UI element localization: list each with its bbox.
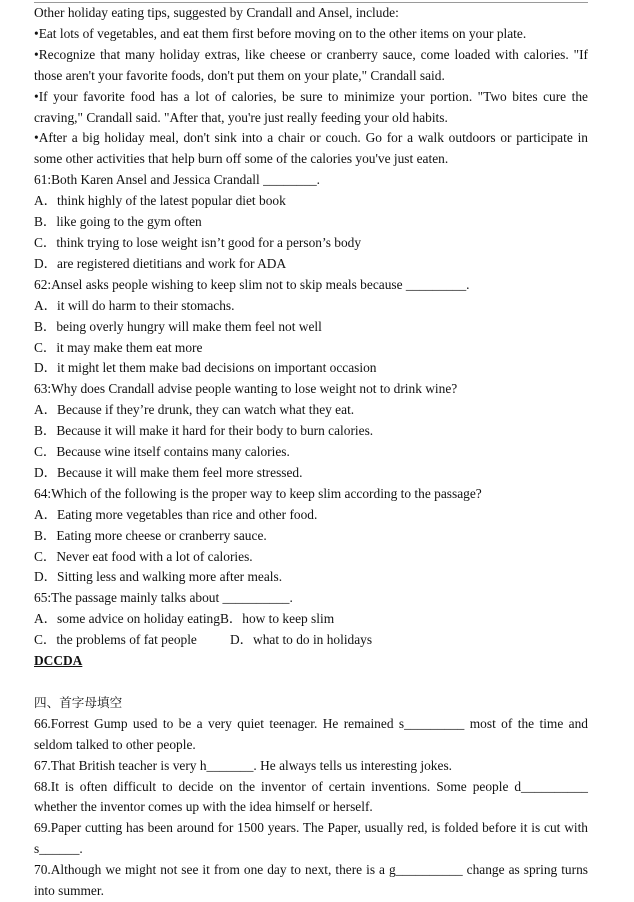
answer-option: C．think trying to lose weight isn’t good for a person’s body	[34, 234, 362, 250]
answer-option: D．Sitting less and walking more after meals.	[34, 569, 283, 585]
answer-option: D．are registered dietitians and work for ADA	[34, 255, 287, 271]
option-row	[34, 609, 588, 630]
answer-option: C．the problems of fat people	[34, 632, 197, 648]
answer-option: C．it may make them eat more	[34, 339, 203, 355]
answer-option: A．it will do harm to their stomachs.	[34, 297, 235, 313]
question-stem: 63:Why does Crandall advise people wanting to lose weight not to drink wine?	[34, 381, 458, 397]
answer-option: B．how to keep slim	[219, 611, 335, 627]
answer-option: D．what to do in holidays	[230, 632, 373, 648]
question-stem: 64:Which of the following is the proper way to keep slim according to the passage?	[34, 485, 482, 501]
tip-item: •Eat lots of vegetables, and eat them first before moving on to the other items on your plate.	[34, 25, 527, 41]
answer-option: A．some advice on holiday eating	[34, 611, 220, 627]
answer-option: A．think highly of the latest popular diet book	[34, 193, 286, 209]
section-title: 四、首字母填空	[34, 694, 123, 710]
answer-option: D．Because it will make them feel more stressed.	[34, 464, 303, 480]
tip-item: •Recognize that many holiday extras, like cheese or cranberry sauce, come loaded with calories. "If those aren't your favorite foods, don't put them on your plate," Crandall said.	[34, 46, 588, 83]
spacer	[34, 672, 588, 693]
question-stem: 62:Ansel asks people wishing to keep slim not to skip meals because _________.	[34, 276, 470, 292]
answer-option: A．Because if they’re drunk, they can watch what they eat.	[34, 402, 355, 418]
fill-item: 67.That British teacher is very h_______. He always tells us interesting jokes.	[34, 757, 452, 773]
answer-option: B．like going to the gym often	[34, 214, 202, 230]
answer-option: B．Because it will make it hard for their body to burn calories.	[34, 423, 374, 439]
option-row	[34, 630, 588, 651]
document-body	[34, 3, 588, 902]
answer-option: B．being overly hungry will make them feel not well	[34, 318, 322, 334]
fill-item: 69.Paper cutting has been around for 1500 years. The Paper, usually red, is folded before it is cut with s______.	[34, 820, 588, 857]
tip-item: •After a big holiday meal, don't sink into a chair or couch. Go for a walk outdoors or participate in some other activities that help burn off some of the calories you've just eaten.	[34, 130, 588, 167]
fill-item: 66.Forrest Gump used to be a very quiet teenager. He remained s_________ most of the time and seldom talked to other people.	[34, 715, 588, 752]
answer-option: A．Eating more vegetables than rice and other food.	[34, 506, 318, 522]
tips-intro: Other holiday eating tips, suggested by Crandall and Ansel, include:	[34, 5, 399, 20]
fill-item: 68.It is often difficult to decide on the inventor of certain inventions. Some people d__________ whether the inventor comes up with the idea himself or herself.	[34, 778, 588, 815]
tip-item: •If your favorite food has a lot of calories, be sure to minimize your portion. "Two bites cure the craving," Crandall said. "After that, you're just really feeding your old habits.	[34, 88, 588, 125]
question-stem: 65:The passage mainly talks about __________.	[34, 590, 293, 606]
answer-option: B．Eating more cheese or cranberry sauce.	[34, 527, 267, 543]
question-stem: 61:Both Karen Ansel and Jessica Crandall ________.	[34, 172, 320, 188]
answer-option: C．Never eat food with a lot of calories.	[34, 548, 253, 564]
fill-item: 70.Although we might not see it from one day to next, there is a g__________ change as spring turns into summer.	[34, 862, 588, 899]
answer-key: DCCDA	[34, 653, 83, 669]
answer-option: D．it might let them make bad decisions on important occasion	[34, 360, 377, 376]
answer-option: C．Because wine itself contains many calories.	[34, 444, 290, 460]
